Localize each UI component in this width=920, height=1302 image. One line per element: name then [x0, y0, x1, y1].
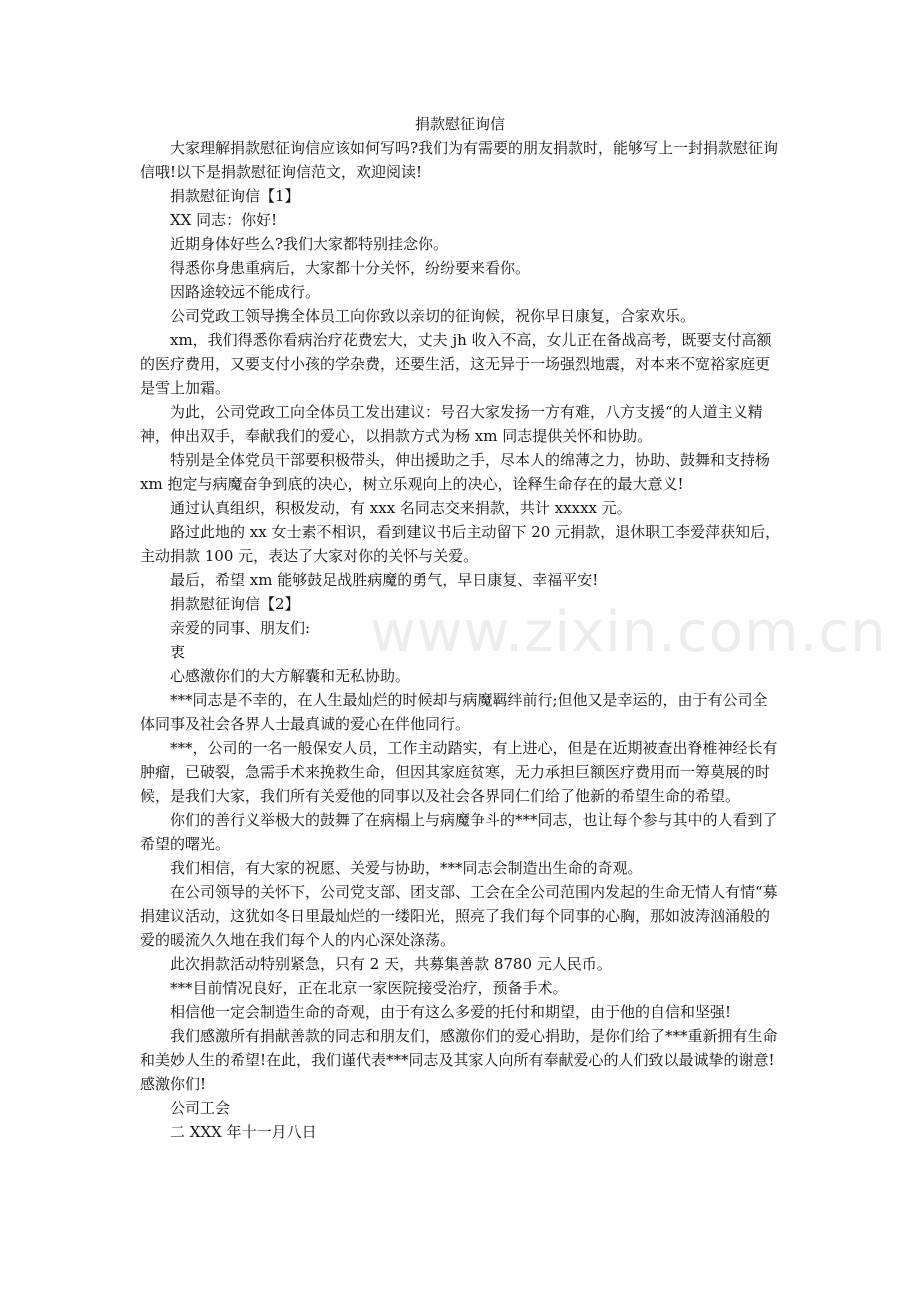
paragraph: 捐款慰征询信【1】 [170, 187, 300, 205]
paragraph: 在公司领导的关怀下，公司党支部、团支部、工会在全公司范围内发起的生命无情人有情“募捐建议活动，这犹如冬日里最灿烂的一缕阳光，照亮了我们每个同事的心胸，那如波涛汹涌般的爱的暖流久久地在我们每个人的内心深处涤荡。 [140, 883, 778, 949]
paragraph: ***同志是不幸的，在人生最灿烂的时候却与病魔羁绊前行;但他又是幸运的，由于有公司全体同事及社会各界人士最真诚的爱心在伴他同行。 [140, 691, 768, 733]
paragraph: 衷 [170, 643, 186, 661]
paragraph: ***目前情况良好，正在北京一家医院接受治疗，预备手术。 [170, 979, 568, 997]
paragraph: 相信他一定会制造生命的奇观，由于有这么多爱的托付和期望，由于他的自信和坚强! [170, 1003, 732, 1021]
paragraph: 你们的善行义举极大的鼓舞了在病榻上与病魔争斗的***同志，也让每个参与其中的人看到了希望的曙光。 [140, 811, 778, 853]
paragraph: 为此，公司党政工向全体员工发出建议：号召大家发扬一方有难，八方支援“的人道主义精神，伸出双手，奉献我们的爱心，以捐款方式为杨 xm 同志提供关怀和协助。 [140, 403, 763, 445]
paragraph: 通过认真组织，积极发动，有 xxx 名同志交来捐款，共计 xxxxx 元。 [170, 499, 632, 517]
paragraph: 路过此地的 xx 女士素不相识，看到建议书后主动留下 20 元捐款，退休职工李爱萍获知后，主动捐款 100 元，表达了大家对你的关怀与关爱。 [140, 523, 781, 565]
paragraph: ***，公司的一名一般保安人员，工作主动踏实，有上进心，但是在近期被查出脊椎神经长有肿瘤，已破裂，急需手术来挽救生命，但因其家庭贫寒，无力承担巨额医疗费用而一筹莫展的时候，是我们大家，我们所有关爱他的同事以及社会各界同仁们给了他新的希望生命的希望。 [140, 739, 778, 805]
paragraph: 此次捐款活动特别紧急，只有 2 天，共募集善款 8780 元人民币。 [170, 955, 612, 973]
watermark: www.zixin.com.cn [370, 600, 887, 665]
paragraph: 大家理解捐款慰征询信应该如何写吗?我们为有需要的朋友捐款时，能够写上一封捐款慰征询信哦!以下是捐款慰征询信范文，欢迎阅读! [140, 139, 779, 181]
paragraph: XX 同志：你好! [170, 211, 278, 229]
paragraph: 公司工会 [170, 1099, 231, 1117]
document-title: 捐款慰征询信 [414, 115, 505, 133]
paragraph: 二 XXX 年十一月八日 [170, 1123, 317, 1141]
paragraph: 最后，希望 xm 能够鼓足战胜病魔的勇气，早日康复、幸福平安! [170, 571, 599, 589]
paragraph: xm，我们得悉你看病治疗花费宏大，丈夫 jh 收入不高，女儿正在备战高考，既要支付高额的医疗费用，又要支付小孩的学杂费，还要生活，这无异于一场强烈地震，对本来不宽裕家庭更是雪上加霜。 [140, 331, 772, 397]
paragraph: 我们感激所有捐献善款的同志和朋友们，感激你们的爱心捐助，是你们给了***重新拥有生命和美妙人生的希望!在此，我们谨代表***同志及其家人向所有奉献爱心的人们致以最诚挚的谢意!感激你们! [140, 1027, 778, 1093]
paragraph: 近期身体好些么?我们大家都特别挂念你。 [170, 235, 449, 253]
paragraph: 得悉你身患重病后，大家都十分关怀，纷纷要来看你。 [170, 259, 531, 277]
paragraph: 亲爱的同事、朋友们: [170, 619, 311, 637]
paragraph: 因路途较远不能成行。 [170, 283, 321, 301]
paragraph: 特别是全体党员干部要积极带头，伸出援助之手，尽本人的绵薄之力，协助、鼓舞和支持杨 xm 抱定与病魔奋争到底的决心，树立乐观向上的决心，诠释生命存在的最大意义! [140, 451, 771, 493]
paragraph: 公司党政工领导携全体员工向你致以亲切的征询候，祝你早日康复，合家欢乐。 [170, 307, 696, 325]
paragraph: 心感激你们的大方解囊和无私协助。 [170, 667, 411, 685]
paragraph: 捐款慰征询信【2】 [170, 595, 300, 613]
paragraph: 我们相信，有大家的祝愿、关爱与协助，***同志会制造出生命的奇观。 [170, 859, 643, 877]
